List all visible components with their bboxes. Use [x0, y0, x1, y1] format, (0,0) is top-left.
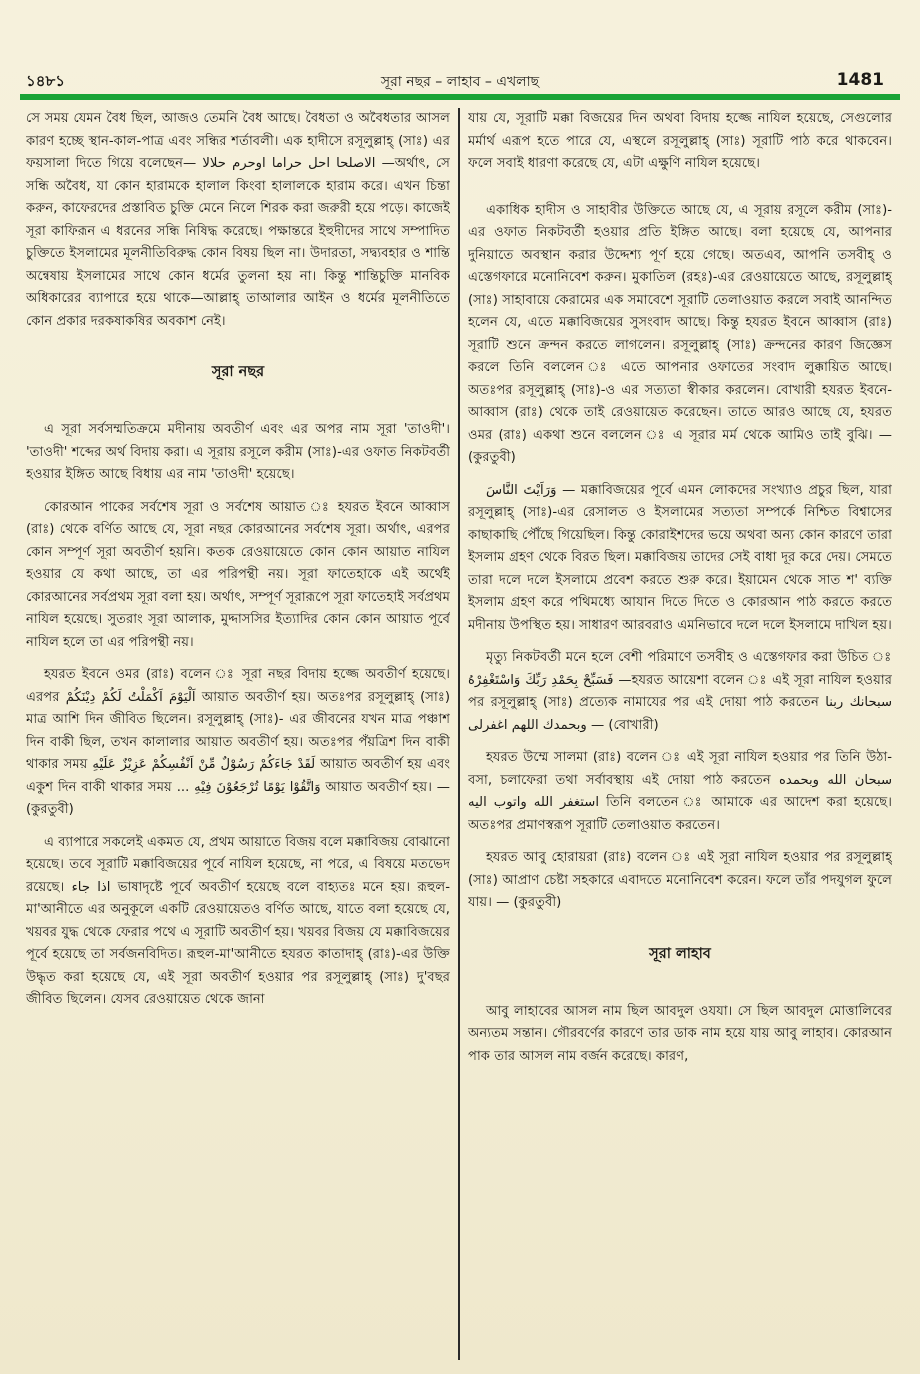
paragraph: হযরত আবু হোরায়রা (রাঃ) বলেন ঃ এই সূরা নাযিল হওয়ার পর রসূলুল্লাহ্ (সাঃ) আপ্রাণ চেষ্টা সহকারে এবাদতে মনোনিবেশ করেন। ফলে তাঁর পদযুগল ফুলে যায়। — (কুরতুবী): [468, 850, 892, 910]
page-header: [18, 66, 902, 94]
paragraph: যায় যে, সূরাটি মক্কা বিজয়ের দিন অথবা বিদায় হজ্জে নাযিল হয়েছে, সেগুলোর মর্মার্থ এরূপ হতে পারে যে, এস্থলে রসূলুল্লাহ্ (সাঃ) সূরাটি পাঠ করে থাকবেন। ফলে সবাই ধারণা করেছে যে, এটা এক্ষুণি নাযিল হয়েছে।: [468, 111, 892, 171]
paragraph: কোরআন পাকের সর্বশেষ সূরা ও সর্বশেষ আয়াত ঃ হযরত ইবনে আব্বাস (রাঃ) থেকে বর্ণিত আছে যে, সূরা নছর কোরআনের সর্বশেষ সূরা। অর্থাৎ, এরপর কোন সম্পূর্ণ সূরা অবতীর্ণ হয়নি। কতক রেওয়ায়েতে কোন কোন আয়াত নাযিল হওয়ার যে কথা আছে, তা এর পরিপন্থী নয়। সূরা ফাতেহাকে এই অর্থেই কোরআনের সর্বপ্রথম সূরা বলা হয়। অর্থাৎ, সম্পূর্ণ সূরারূপে সূরা ফাতেহাই সর্বপ্রথম নাযিল হয়েছে। সুতরাং সূরা আলাক, মুদ্দাসসির ইত্যাদির কোন কোন আয়াত পূর্বে নাযিল হলে তা এর পরিপন্থী নয়।: [26, 499, 450, 650]
section-heading: সূরা লাহাব: [649, 945, 711, 962]
page-number-bangla: ১৪৮১: [26, 72, 65, 90]
paragraph: মৃত্যু নিকটবর্তী মনে হলে বেশী পরিমাণে তসবীহ ও এস্তেগফার করা উচিত ঃ فَسَبِّحْ بِحَمْدِ رَبِّكَ وَاسْتَغْفِرْهُ —হযরত আয়েশা বলেন ঃ এই সূরা নাযিল হওয়ার পর রসূলুল্লাহ্ (সাঃ) প্রত্যেক নামাযের পর এই দোয়া পাঠ করতেন سبحانك ربنا وبحمدك اللهم اغفرلى — (বোখারী): [468, 650, 892, 733]
paragraph: وَرَاَيْتَ النَّاسَ — মক্কাবিজয়ের পূর্বে এমন লোকদের সংখ্যাও প্রচুর ছিল, যারা রসূলুল্লাহ্ (সাঃ)-এর রেসালত ও ইসলামের সত্যতা সম্পর্কে নিশ্চিত বিশ্বাসের কাছাকাছি পৌঁছে গিয়েছিল। কিন্তু কোরাইশদের ভয়ে অথবা অন্য কোন কারণে তারা ইসলাম গ্রহণ থেকে বিরত ছিল। মক্কাবিজয় তাদের সেই বাধা দূর করে দেয়। সেমতে তারা দলে দলে ইসলামে প্রবেশ করতে শুরু করে। ইয়ামেন থেকে সাত শ' ব্যক্তি ইসলাম গ্রহণ করে পথিমধ্যে আযান দিতে দিতে ও কোরআন পাঠ করতে করতে মদীনায় উপস্থিত হয়। সাধারণ আরবরাও এমনিভাবে দলে দলে ইসলামে দাখিল হয়।: [468, 482, 892, 633]
paragraph: হযরত উম্মে সালমা (রাঃ) বলেন ঃ এই সূরা নাযিল হওয়ার পর তিনি উঠা-বসা, চলাফেরা তথা সর্বাবস্থায় এই দোয়া পাঠ করতেন سبحان الله وبحمده استغفر الله واتوب اليه তিনি বলতেন ঃ আমাকে এর আদেশ করা হয়েছে। অতঃপর প্রমাণস্বরূপ সূরাটি তেলাওয়াত করতেন।: [468, 750, 892, 833]
paragraph: হযরত ইবনে ওমর (রাঃ) বলেন ঃ সূরা নছর বিদায় হজ্জে অবতীর্ণ হয়েছে। এরপর اَلْيَوْمَ اَكْمَلْتُ لَكُمْ دِيْنَكُمْ আয়াত অবতীর্ণ হয়। অতঃপর রসূলুল্লাহ্ (সাঃ) মাত্র আশি দিন জীবিত ছিলেন। রসূলুল্লাহ্ (সাঃ)- এর জীবনের যখন মাত্র পঞ্চাশ দিন বাকী ছিল, তখন কালালার আয়াত অবতীর্ণ হয়। অতঃপর পঁয়ত্রিশ দিন বাকী থাকার সময় لَقَدْ جَاءَكُمْ رَسُوْلٌ مِّنْ اَنْفُسِكُمْ عَزِيْزٌ عَلَيْهِ আয়াত অবতীর্ণ হয় এবং একুশ দিন বাকী থাকার সময় ... وَاتَّقُوْا يَوْمًا تُرْجَعُوْنَ فِيْهِ আয়াত অবতীর্ণ হয়। —(কুরতুবী): [26, 667, 450, 817]
paragraph: এ ব্যাপারে সকলেই একমত যে, প্রথম আয়াতে বিজয় বলে মক্কাবিজয় বোঝানো হয়েছে। তবে সূরাটি মক্কাবিজয়ের পূর্বে নাযিল হয়েছে, না পরে, এ বিষয়ে মতভেদ রয়েছে। اذا جاء ভাষাদৃষ্টে পূর্বে অবতীর্ণ হয়েছে বলে বাহ্যতঃ মনে হয়। রূহুল-মা'আনীতে এর অনুকূলে একটি রেওয়ায়েতও বর্ণিত আছে, যাতে বলা হয়েছে যে, খয়বর যুদ্ধ থেকে ফেরার পথে এ সূরাটি অবতীর্ণ হয়। খয়বর বিজয় যে মক্কাবিজয়ের পূর্বে হয়েছে তা সর্বজনবিদিত। রূহুল-মা'আনীতে হযরত কাতাদাহ্ (রাঃ)-এর উক্তি উদ্ধৃত করা হয়েছে যে, এই সূরা অবতীর্ণ হওয়ার পর রসূলুল্লাহ্ (সাঃ) দু'বছর জীবিত ছিলেন। যেসব রেওয়ায়েত থেকে জানা: [26, 834, 450, 1007]
paragraph: একাধিক হাদীস ও সাহাবীর উক্তিতে আছে যে, এ সূরায় রসূলে করীম (সাঃ)- এর ওফাত নিকটবর্তী হওয়ার প্রতি ইঙ্গিত আছে। বলা হয়েছে যে, আপনার দুনিয়াতে অবস্থান করার উদ্দেশ্য পূর্ণ হয়ে গেছে। অতএব, আপনি তসবীহ্ ও এস্তেগফারে মনোনিবেশ করুন। মুকাতিল (রহঃ)-এর রেওয়ায়েতে আছে, রসূলুল্লাহ্ (সাঃ) সাহাবায়ে কেরামের এক সমাবেশে সূরাটি তেলাওয়াত করলে সবাই আনন্দিত হলেন যে, এতে মক্কাবিজয়ের সুসংবাদ আছে। কিন্তু হযরত ইবনে আব্বাস (রাঃ) সূরাটি শুনে ক্রন্দন করতে লাগলেন। রসূলুল্লাহ্ (সাঃ) ক্রন্দনের কারণ জিজ্ঞেস করলে তিনি বললেন ঃ এতে আপনার ওফাতের সংবাদ লুক্কায়িত আছে। অতঃপর রসূলুল্লাহ্ (সাঃ)-ও এর সত্যতা স্বীকার করলেন। বোখারী হযরত ইবনে-আব্বাস (রাঃ) থেকে তাই রেওয়ায়েত করেছেন। তাতে আরও আছে যে, হযরত ওমর (রাঃ) একথা শুনে বললেন ঃ এ সূরার মর্ম থেকে আমিও তাই বুঝি। — (কুরতুবী): [468, 202, 892, 465]
section-heading: সূরা নছর: [211, 364, 265, 380]
left-column: [26, 108, 450, 1364]
right-column: [468, 108, 892, 1364]
paragraph: সে সময় যেমন বৈধ ছিল, আজও তেমনি বৈধ আছে। বৈধতা ও অবৈধতার আসল কারণ হচ্ছে স্থান-কাল-পাত্র এবং সন্ধির শর্তাবলী। এক হাদীসে রসূলুল্লাহ্ (সাঃ) এর ফয়সালা দিতে গিয়ে বলেছেন— الاصلحا احل حراما اوحرم حلالا —অর্থাৎ, সে সন্ধি অবৈধ, যা কোন হারামকে হালাল কিংবা হালালকে হারাম করে। এখন চিন্তা করুন, কাফেরদের প্রস্তাবিত চুক্তি মেনে নিলে শিরক করা জরুরী হয়ে পড়ে। কাজেই সূরা কাফিরূন এ ধরনের সন্ধি নিষিদ্ধ করেছে। পক্ষান্তরে ইহুদীদের সাথে সম্পাদিত চুক্তিতে ইসলামের মূলনীতিবিরুদ্ধ কোন বিষয় ছিল না। উদারতা, সদ্ব্যবহার ও শান্তি অন্বেষায় ইসলামের সাথে কোন ধর্মের তুলনা হয় না। কিন্তু শান্তিচুক্তি মানবিক অধিকারের ব্যাপারে হয়ে থাকে—আল্লাহ্ তাআলার আইন ও ধর্মের মূলনীতিতে কোন প্রকার দরকষাকষির অবকাশ নেই।: [26, 111, 450, 329]
page-number: 1481: [836, 70, 884, 90]
column-divider: [458, 108, 460, 1360]
paragraph: এ সূরা সর্বসম্মতিক্রমে মদীনায় অবতীর্ণ এবং এর অপর নাম সূরা 'তাওদী'। 'তাওদী' শব্দের অর্থ বিদায় করা। এ সূরায় রসূলে করীম (সাঃ)-এর ওফাত নিকটবর্তী হওয়ার ইঙ্গিত আছে বিধায় এর নাম 'তাওদী' হয়েছে।: [26, 422, 450, 482]
running-title: সূরা নছর – লাহাব – এখলাছ: [380, 74, 540, 90]
header-rule: [20, 94, 900, 100]
paragraph: আবু লাহাবের আসল নাম ছিল আবদুল ওযযা। সে ছিল আবদুল মোত্তালিবের অন্যতম সন্তান। গৌরবর্ণের কারণে তার ডাক নাম হয়ে যায় আবু লাহাব। কোরআন পাক তার আসল নাম বর্জন করেছে। কারণ,: [468, 1003, 892, 1064]
